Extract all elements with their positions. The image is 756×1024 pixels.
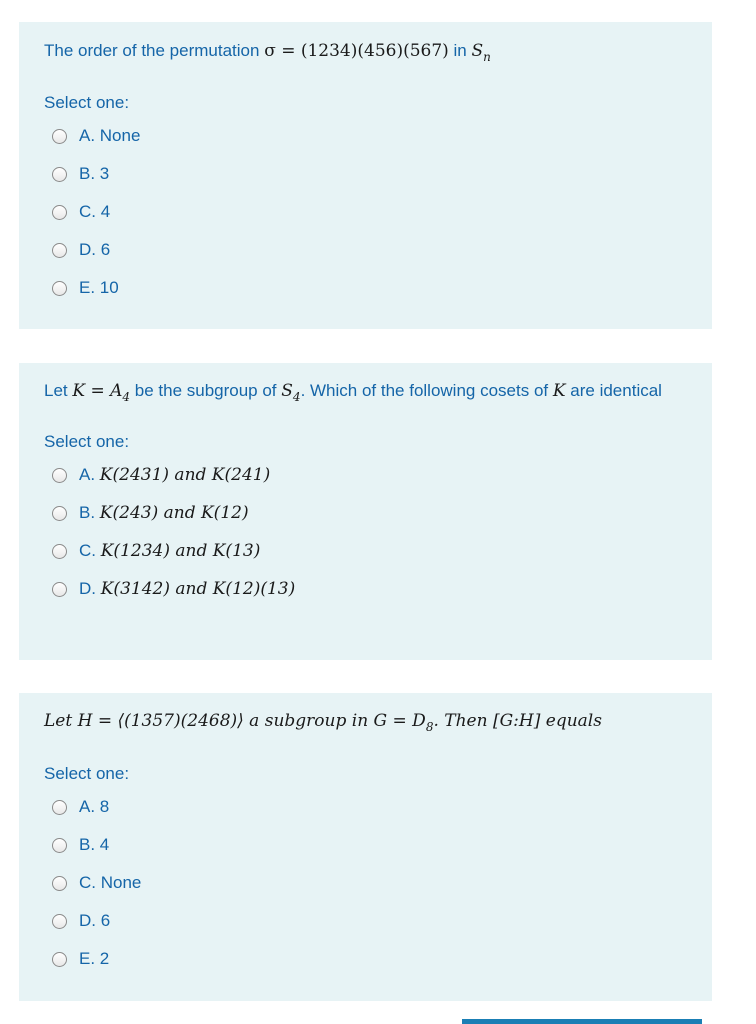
option-a[interactable]	[44, 788, 687, 826]
option-math: K(243) and K(12)	[99, 503, 249, 523]
option-prefix: A.	[79, 465, 100, 484]
bottom-accent-bar	[462, 1019, 702, 1024]
option-label: A. 8	[79, 797, 110, 816]
option-prefix: D.	[79, 579, 101, 598]
math-subscript: 8	[425, 720, 434, 734]
question-2-math-k	[72, 381, 131, 404]
radio-button[interactable]	[52, 129, 67, 144]
option-label: E. 10	[79, 278, 119, 297]
radio-button[interactable]	[52, 281, 67, 296]
radio-button[interactable]	[52, 876, 67, 891]
option-label: D. 6	[79, 240, 111, 259]
math-subscript: 4	[292, 390, 301, 404]
math-subscript: 4	[122, 390, 131, 404]
math-s: S	[281, 381, 293, 401]
select-one-label: Select one:	[44, 93, 130, 112]
select-one-label: Select one:	[44, 432, 130, 451]
question-2-math-k2: K	[552, 381, 566, 401]
option-label: B. 3	[79, 164, 110, 183]
option-b[interactable]	[44, 155, 687, 193]
question-card-1	[19, 22, 712, 329]
question-card-3	[19, 693, 712, 1001]
answer-options	[44, 117, 687, 307]
radio-button[interactable]	[52, 544, 67, 559]
option-b[interactable]	[44, 494, 687, 532]
sn-subscript: n	[483, 50, 491, 64]
option-d[interactable]	[44, 570, 687, 608]
question-2-text-part: Let	[44, 381, 73, 400]
option-math: K(2431) and K(241)	[99, 465, 271, 485]
option-prefix: C.	[79, 541, 101, 560]
radio-button[interactable]	[52, 914, 67, 929]
option-c[interactable]	[44, 864, 687, 902]
radio-button[interactable]	[52, 167, 67, 182]
question-1-text-part: in	[448, 41, 472, 60]
radio-button[interactable]	[52, 205, 67, 220]
option-e[interactable]	[44, 269, 687, 307]
question-card-2	[19, 363, 712, 660]
radio-button[interactable]	[52, 243, 67, 258]
radio-button[interactable]	[52, 838, 67, 853]
option-a[interactable]	[44, 117, 687, 155]
radio-button[interactable]	[52, 582, 67, 597]
question-3-text	[44, 705, 687, 738]
option-b[interactable]	[44, 826, 687, 864]
option-label: B. 4	[79, 835, 110, 854]
option-label: C. 4	[79, 202, 111, 221]
question-1-math-sn	[471, 41, 491, 64]
question-3-math	[44, 711, 602, 734]
question-1-text	[44, 35, 687, 68]
radio-button[interactable]	[52, 468, 67, 483]
option-label: D. 6	[79, 911, 111, 930]
option-label	[79, 503, 249, 523]
question-2-text	[44, 375, 687, 408]
question-2-text-part: are identical	[565, 381, 662, 400]
select-one-label: Select one:	[44, 764, 130, 783]
option-label	[79, 579, 295, 599]
option-label	[79, 465, 270, 485]
sn-base: S	[471, 41, 484, 61]
question-2-text-part: . Which of the following cosets of	[300, 381, 553, 400]
option-prefix: B.	[79, 503, 100, 522]
radio-button[interactable]	[52, 800, 67, 815]
option-math: K(1234) and K(13)	[100, 541, 261, 561]
option-label: C. None	[79, 873, 142, 892]
option-a[interactable]	[44, 456, 687, 494]
option-label: A. None	[79, 126, 141, 145]
option-label	[79, 541, 260, 561]
question-2-math-s4	[281, 381, 301, 404]
question-1-text-part: The order of the permutation	[44, 41, 265, 60]
option-c[interactable]	[44, 193, 687, 231]
answer-options	[44, 788, 687, 978]
question-2-text-part: be the subgroup of	[130, 381, 282, 400]
option-d[interactable]	[44, 902, 687, 940]
math-part: Let H = ⟨(1357)(2468)⟩ a subgroup in G = D	[44, 711, 426, 731]
option-c[interactable]	[44, 532, 687, 570]
question-1-math: σ = (1234)(456)(567)	[264, 41, 449, 61]
option-math: K(3142) and K(12)(13)	[100, 579, 296, 599]
radio-button[interactable]	[52, 506, 67, 521]
radio-button[interactable]	[52, 952, 67, 967]
option-d[interactable]	[44, 231, 687, 269]
option-label: E. 2	[79, 949, 110, 968]
option-e[interactable]	[44, 940, 687, 978]
answer-options	[44, 456, 687, 608]
math-part: . Then [G:H] equals	[433, 711, 602, 731]
math-k-eq-a: K = A	[72, 381, 123, 401]
